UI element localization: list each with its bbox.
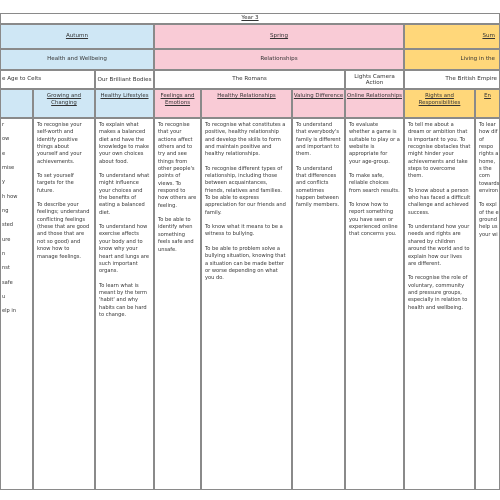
col-2-heading [95,89,154,118]
term-summer [404,24,500,49]
col-7-para: To understand how your needs and rights are shared by children around the world and to explain how our lives are different. [408,224,470,267]
term-spring [154,24,404,49]
col-2-para: To understand how exercise affects your body and to know why your heart and lungs are such important organs. [99,224,150,275]
col-4-heading [201,89,292,118]
term-autumn [0,24,154,49]
theme-spring [154,49,404,70]
theme-autumn-label: Health and Wellbeing [47,56,107,62]
col-0-para: elp in [2,308,17,315]
col-4-body [201,118,292,490]
col-0-para: e [2,150,6,157]
col-0-para: h how [2,193,18,200]
col-2-para: To understand what might influence your choices and the benefits of eating a balanced diet. [99,173,150,216]
col-8-para: To expl of the e ground help us your wi [479,202,499,238]
year-header [0,13,500,24]
col-3-body [154,118,201,490]
col-8-para: To lear how dif of respo rights a home, s the com towards environ [479,122,500,195]
col-1-para: To describe your feelings; understand conflicting feelings (these that are good and those that are not so good) and know how to manage feelings. [37,202,90,260]
col-8-heading-label: En [484,93,491,99]
col-7-para: To know about a person who has faced a difficult challenge and achieved success. [408,187,471,216]
theme-summer-label: Living in the [460,56,495,62]
topic-stone-age-label: e Age to Celts [2,76,42,82]
col-2-para: To learn what is meant by the term 'habit' and why habits can be hard to change. [99,282,148,318]
col-7-body [404,118,475,490]
col-6-body [345,118,404,490]
topic-british-empire-label: The British Empire [445,76,497,82]
topic-romans [154,70,345,89]
col-1-heading-label: Growing and Changing [46,93,82,106]
topic-romans-label: The Romans [232,76,267,82]
col-0-para: safe [2,279,13,286]
theme-autumn [0,49,154,70]
col-0-body [0,118,33,490]
col-6-para: To know how to report something you have seen or experienced online that concerns you. [349,202,398,238]
col-5-heading [292,89,345,118]
theme-spring-label: Relationships [260,56,298,62]
col-3-heading-label: Feelings and Emotions [160,93,195,106]
term-spring-label: Spring [269,33,289,39]
col-4-para: To recognise what constitutes a positive, healthy relationship and develop the skills to form and maintain positive and healthy relationships. [205,122,286,158]
col-6-heading-label: Online Relationships [346,93,402,99]
col-5-body [292,118,345,490]
col-1-heading [33,89,95,118]
col-0-para: u [2,294,6,301]
col-3-para: To recognise that your actions affect others and to try and see things from other people's points of views. To respond to how others are feeling. [158,122,197,209]
col-0-para: n [2,251,6,258]
col-0-para: ow [2,136,10,143]
col-0-para: ure [2,236,11,243]
col-4-para: To be able to problem solve a bullying situation, knowing that a situation can be made better or worse depending on what you do. [205,245,286,282]
topic-bodies [95,70,154,89]
col-0-para: ng [2,208,9,215]
col-0-heading [0,89,33,118]
term-autumn-label: Autumn [65,33,89,39]
col-0-para: sted [2,222,14,229]
col-0-para: nst [2,265,10,272]
col-4-para: To know what it means to be a witness to bullying. [205,224,283,238]
col-3-heading [154,89,201,118]
col-4-para: To recognise different types of relationship, including those between acquaintances, friends, relatives and families. To be able to express appreciation for our friends and family. [205,165,286,216]
col-6-para: To make safe, reliable choices from search results. [349,173,400,194]
topic-british-empire [404,70,500,89]
col-6-para: To evaluate whether a game is suitable to play or a website is appropriate for your age-group. [349,122,400,165]
topic-lights-camera [345,70,404,89]
col-1-para: To set yourself targets for the future. [37,173,74,194]
theme-summer [404,49,500,70]
col-2-body [95,118,154,490]
col-4-heading-label: Healthy Relationships [217,93,276,99]
col-7-heading-label: Rights and Responsibilities [418,93,461,106]
col-7-heading [404,89,475,118]
topic-stone-age [0,70,95,89]
term-summer-label: Sum [482,33,495,39]
col-2-heading-label: Healthy Lifestyles [100,93,149,99]
col-0-para: mise [2,165,15,172]
col-0-para: y [2,179,6,186]
col-8-heading [475,89,500,118]
col-8-body [475,118,500,490]
col-5-heading-label: Valuing Difference [293,93,344,99]
col-1-para: To recognise your self-worth and identify positive things about yourself and your achievements. [37,122,82,165]
year-label: Year 3 [241,15,259,21]
col-7-para: To tell me about a dream or ambition that is important to you. To recognise obstacles that might hinder your achievements and take steps to overcome them. [408,122,471,180]
col-5-para: To understand that everybody's family is different and important to them. [296,122,341,158]
col-7-para: To recognise the role of voluntary, community and pressure groups, especially in relation to health and wellbeing. [408,275,468,311]
topic-lights-camera-label: Lights Camera Action [354,73,395,86]
col-2-para: To explain what makes a balanced diet and have the knowledge to make your own choices about food. [99,122,149,165]
col-0-para: r [2,122,5,128]
col-6-heading [345,89,404,118]
col-1-body [33,118,95,490]
col-3-para: To be able to identify when something feels safe and unsafe. [158,217,194,253]
col-5-para: To understand that differences and conflicts sometimes happen between family members. [296,165,340,209]
topic-bodies-label: Our Brilliant Bodies [97,76,152,83]
